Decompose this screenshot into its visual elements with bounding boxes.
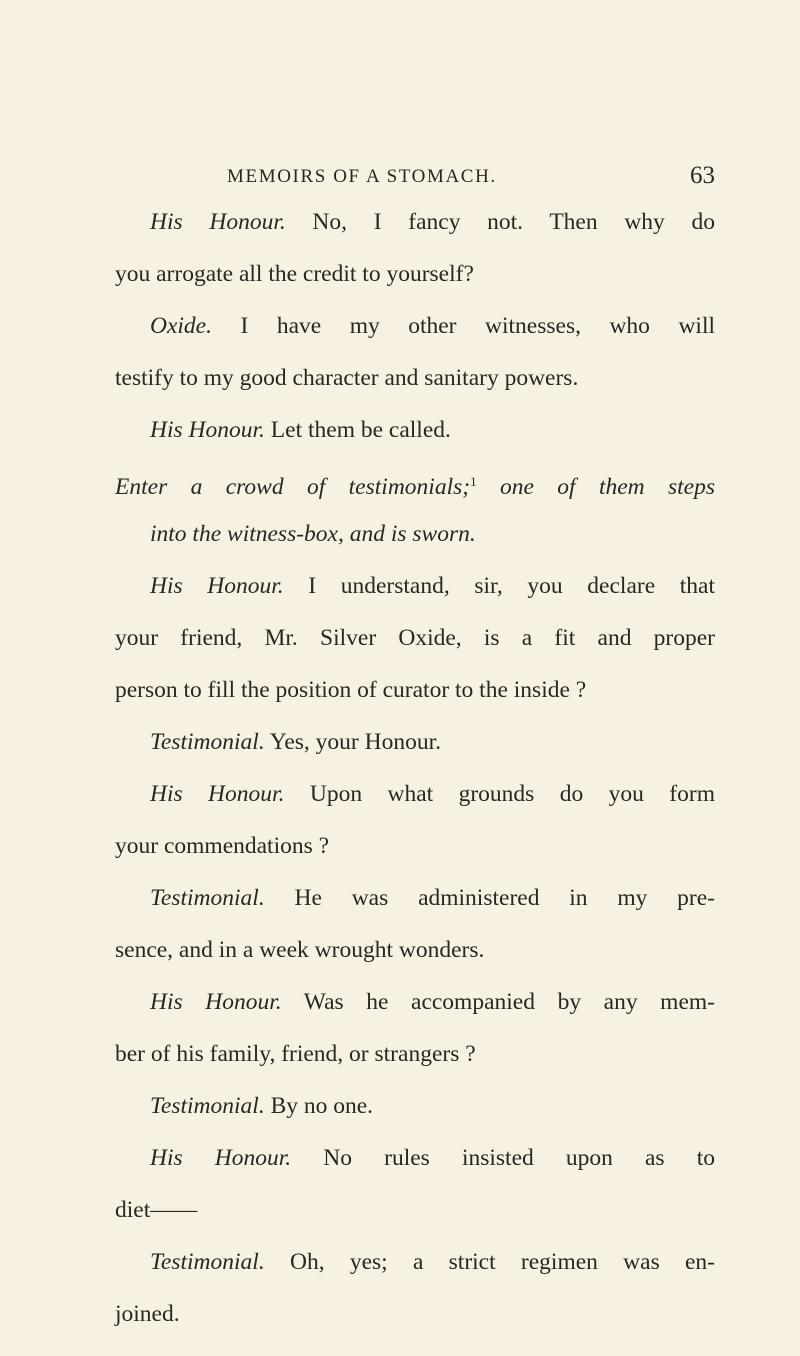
speaker: His Honour. bbox=[150, 417, 265, 443]
speaker: His Honour. bbox=[150, 781, 285, 807]
text-line bbox=[150, 415, 750, 445]
stage-direction-text: Enter a crowd of testimonials; bbox=[115, 474, 471, 500]
speech: you arrogate all the credit to yourself? bbox=[115, 261, 474, 287]
speech: sence, and in a week wrought wonders. bbox=[115, 937, 485, 963]
text-line bbox=[150, 311, 715, 341]
speech: I understand, sir, you declare that bbox=[283, 573, 715, 599]
text-line bbox=[150, 1143, 715, 1173]
page-header bbox=[0, 162, 800, 196]
speech: diet—— bbox=[115, 1197, 198, 1223]
running-title: MEMOIRS OF A STOMACH. bbox=[227, 166, 497, 187]
speaker: His Honour. bbox=[150, 573, 284, 599]
stage-direction bbox=[115, 467, 715, 502]
text-line bbox=[150, 207, 715, 237]
speech: ber of his family, friend, or strangers ? bbox=[115, 1041, 476, 1067]
speaker: Oxide. bbox=[150, 313, 212, 339]
speech: testify to my good character and sanitary powers. bbox=[115, 365, 579, 391]
speaker: Testimonial. bbox=[150, 885, 265, 911]
speaker: His Honour. bbox=[150, 989, 282, 1015]
text-line bbox=[150, 779, 715, 809]
speaker: Testimonial. bbox=[150, 1093, 265, 1119]
text-line bbox=[150, 1091, 750, 1121]
speech: Upon what grounds do you form bbox=[284, 781, 715, 807]
text-line bbox=[115, 363, 715, 393]
text-line bbox=[150, 571, 715, 601]
speech: By no one. bbox=[264, 1093, 374, 1119]
text-line bbox=[115, 1039, 715, 1069]
text-line bbox=[115, 623, 715, 653]
text-line bbox=[115, 1299, 715, 1329]
speaker: Testimonial. bbox=[150, 1249, 265, 1275]
text-line bbox=[115, 259, 715, 289]
speech: No rules insisted upon as to bbox=[291, 1145, 715, 1171]
text-line bbox=[115, 1195, 715, 1225]
speaker: His Honour. bbox=[150, 1145, 292, 1171]
speech: person to fill the position of curator to the inside ? bbox=[115, 677, 587, 703]
speech: Was he accompanied by any mem- bbox=[281, 989, 715, 1015]
text-line bbox=[115, 935, 715, 965]
text-line bbox=[150, 987, 715, 1017]
text-line bbox=[115, 831, 715, 861]
stage-direction-text: into the witness-box, and is sworn. bbox=[150, 521, 476, 547]
stage-direction-text: one of them steps bbox=[476, 474, 716, 500]
speech: joined. bbox=[115, 1301, 180, 1327]
footnote-ref: 1 bbox=[470, 474, 477, 489]
text-line bbox=[115, 675, 715, 705]
speech: Oh, yes; a strict regimen was en- bbox=[264, 1249, 715, 1275]
text-line bbox=[150, 727, 750, 757]
speech: Let them be called. bbox=[264, 417, 451, 443]
speaker: Testimonial. bbox=[150, 729, 265, 755]
speech: Yes, your Honour. bbox=[264, 729, 441, 755]
speech: your friend, Mr. Silver Oxide, is a fit and proper bbox=[115, 625, 715, 651]
text-line bbox=[150, 1247, 715, 1277]
stage-direction bbox=[150, 519, 750, 549]
speech: No, I fancy not. Then why do bbox=[285, 209, 715, 235]
speaker: His Honour. bbox=[150, 209, 286, 235]
speech: your commendations ? bbox=[115, 833, 330, 859]
speech: He was administered in my pre- bbox=[264, 885, 715, 911]
text-line bbox=[150, 883, 715, 913]
page-number: 63 bbox=[690, 162, 715, 189]
speech: I have my other witnesses, who will bbox=[212, 313, 715, 339]
